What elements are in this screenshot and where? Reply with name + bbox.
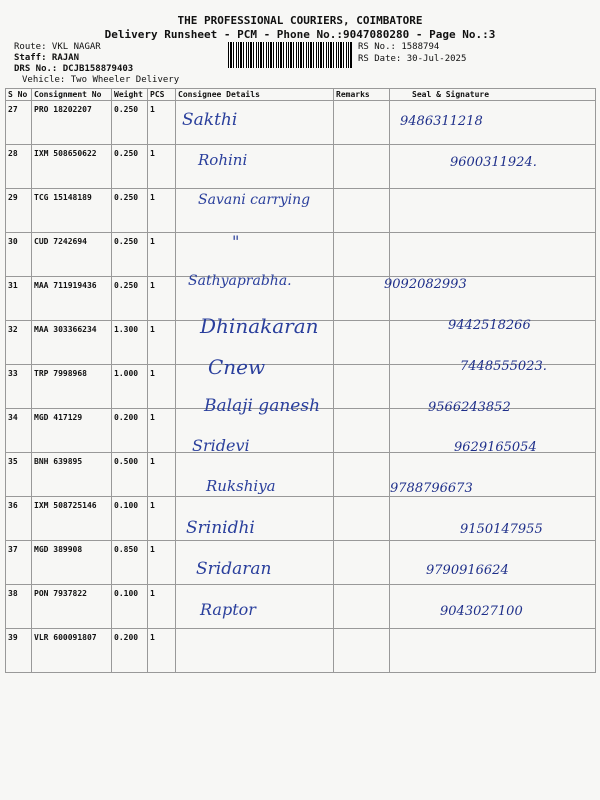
column-header: Consignment No (32, 89, 112, 101)
cell-weight: 0.200 (112, 629, 148, 673)
cell-weight: 0.250 (112, 189, 148, 233)
cell-pcs: 1 (148, 365, 176, 409)
handwritten-signature: 9150147955 (460, 522, 543, 537)
cell-pcs: 1 (148, 321, 176, 365)
cell-sno: 29 (6, 189, 32, 233)
handwritten-signature: 9442518266 (448, 318, 531, 333)
cell-sno: 37 (6, 541, 32, 585)
route-label: Route: VKL NAGAR (14, 42, 101, 52)
handwritten-name: Rukshiya (206, 477, 276, 496)
handwritten-signature: 9043027100 (440, 603, 523, 619)
handwritten-name: Sathyaprabha. (188, 273, 292, 290)
cell-remarks (334, 629, 390, 673)
cell-signature (390, 629, 596, 673)
cell-weight: 0.100 (112, 585, 148, 629)
handwritten-name: Cnew (208, 354, 266, 379)
barcode (228, 42, 352, 68)
table-row (6, 629, 596, 673)
cell-weight: 0.500 (112, 453, 148, 497)
handwritten-signature: 7448555023. (460, 358, 547, 374)
handwritten-name: Sakthi (182, 110, 238, 130)
cell-remarks (334, 233, 390, 277)
cell-cons: BNH 639895 (32, 453, 112, 497)
cell-cons: PON 7937822 (32, 585, 112, 629)
handwritten-name: Rohini (198, 150, 248, 169)
handwritten-name: Raptor (200, 599, 256, 619)
cell-cons: MAA 303366234 (32, 321, 112, 365)
handwritten-name: " (232, 232, 240, 252)
cell-weight: 1.300 (112, 321, 148, 365)
handwritten-name: Dhinakaran (200, 314, 319, 338)
cell-remarks (334, 453, 390, 497)
column-header: Weight (112, 89, 148, 101)
staff-label: Staff: RAJAN (14, 53, 80, 63)
cell-cons: IXM 508650622 (32, 145, 112, 189)
cell-pcs: 1 (148, 585, 176, 629)
cell-weight: 0.250 (112, 101, 148, 145)
cell-remarks (334, 585, 390, 629)
handwritten-signature: 9566243852 (428, 399, 511, 415)
cell-weight: 0.250 (112, 277, 148, 321)
cell-weight: 1.000 (112, 365, 148, 409)
cell-pcs: 1 (148, 409, 176, 453)
cell-cons: VLR 600091807 (32, 629, 112, 673)
cell-remarks (334, 497, 390, 541)
table-row (6, 233, 596, 277)
cell-remarks (334, 541, 390, 585)
vehicle-label: Vehicle: Two Wheeler Delivery (22, 75, 180, 85)
cell-remarks (334, 365, 390, 409)
cell-remarks (334, 277, 390, 321)
handwritten-name: Savani carrying (198, 191, 311, 208)
cell-sno: 30 (6, 233, 32, 277)
cell-pcs: 1 (148, 145, 176, 189)
cell-pcs: 1 (148, 453, 176, 497)
table-header-row (6, 89, 596, 101)
cell-cons: TCG 15148189 (32, 189, 112, 233)
cell-sno: 39 (6, 629, 32, 673)
table-row (6, 101, 596, 145)
company-title: THE PROFESSIONAL COURIERS, COIMBATORE (177, 14, 423, 27)
cell-sno: 33 (6, 365, 32, 409)
runsheet-table (5, 88, 596, 673)
column-header: S No (6, 89, 32, 101)
handwritten-signature: 9788796673 (390, 481, 473, 497)
cell-cons: TRP 7998968 (32, 365, 112, 409)
cell-weight: 0.250 (112, 145, 148, 189)
cell-remarks (334, 101, 390, 145)
handwritten-name: Sridaran (196, 558, 272, 579)
cell-remarks (334, 189, 390, 233)
cell-weight: 0.100 (112, 497, 148, 541)
cell-consignee (176, 629, 334, 673)
cell-pcs: 1 (148, 189, 176, 233)
cell-weight: 0.850 (112, 541, 148, 585)
cell-sno: 38 (6, 585, 32, 629)
handwritten-signature: 9486311218 (400, 114, 483, 129)
cell-cons: CUD 7242694 (32, 233, 112, 277)
rs-date: RS Date: 30-Jul-2025 (358, 54, 467, 64)
cell-signature (390, 189, 596, 233)
cell-weight: 0.200 (112, 409, 148, 453)
handwritten-name: Sridevi (192, 436, 250, 456)
cell-cons: MGD 389908 (32, 541, 112, 585)
cell-remarks (334, 145, 390, 189)
cell-remarks (334, 321, 390, 365)
cell-pcs: 1 (148, 277, 176, 321)
cell-sno: 35 (6, 453, 32, 497)
cell-pcs: 1 (148, 233, 176, 277)
cell-pcs: 1 (148, 497, 176, 541)
cell-signature (390, 233, 596, 277)
cell-remarks (334, 409, 390, 453)
column-header: Remarks (334, 89, 390, 101)
rs-number: RS No.: 1588794 (358, 42, 440, 52)
cell-sno: 36 (6, 497, 32, 541)
handwritten-name: Srinidhi (186, 518, 255, 538)
handwritten-signature: 9092082993 (384, 277, 467, 293)
cell-cons: MAA 711919436 (32, 277, 112, 321)
cell-cons: IXM 508725146 (32, 497, 112, 541)
table-row (6, 453, 596, 497)
cell-sno: 34 (6, 409, 32, 453)
runsheet-subtitle: Delivery Runsheet - PCM - Phone No.:9047080280 - Page No.:3 (104, 28, 496, 41)
handwritten-signature: 9790916624 (426, 562, 509, 578)
cell-cons: MGD 417129 (32, 409, 112, 453)
cell-weight: 0.250 (112, 233, 148, 277)
column-header: PCS (148, 89, 176, 101)
cell-sno: 28 (6, 145, 32, 189)
column-header: Consignee Details (176, 89, 334, 101)
cell-cons: PRO 18202207 (32, 101, 112, 145)
cell-sno: 32 (6, 321, 32, 365)
cell-sno: 27 (6, 101, 32, 145)
column-header: Seal & Signature (390, 89, 596, 101)
cell-pcs: 1 (148, 629, 176, 673)
cell-pcs: 1 (148, 541, 176, 585)
handwritten-signature: 9629165054 (454, 440, 537, 456)
cell-sno: 31 (6, 277, 32, 321)
handwritten-signature: 9600311924. (450, 154, 537, 170)
drs-label: DRS No.: DCJB158879403 (14, 64, 134, 74)
handwritten-name: Balaji ganesh (204, 395, 321, 416)
cell-pcs: 1 (148, 101, 176, 145)
cell-consignee (176, 233, 334, 277)
